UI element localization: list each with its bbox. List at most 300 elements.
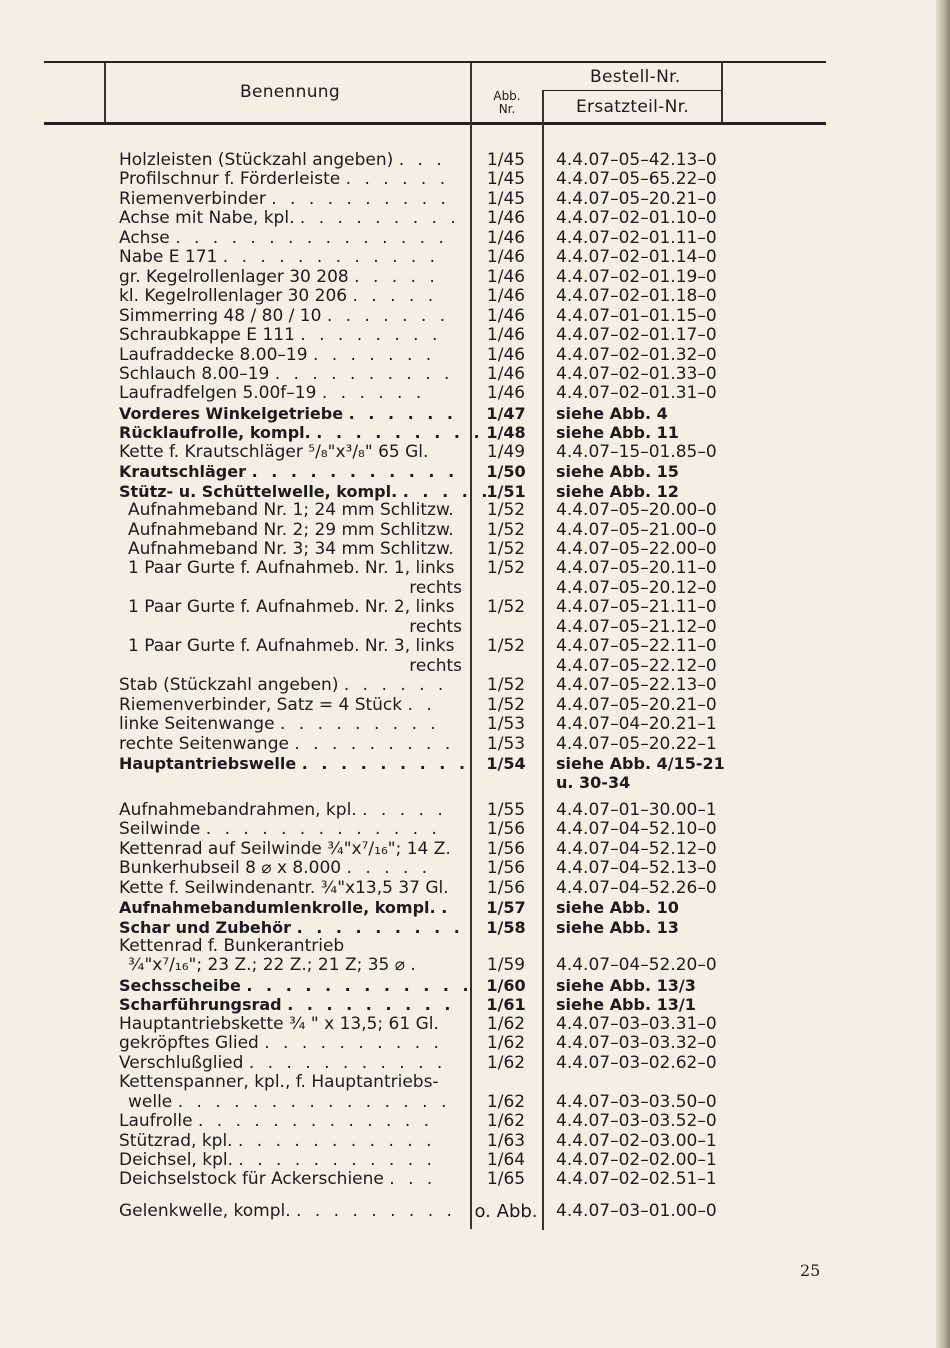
table-row bbox=[0, 326, 950, 346]
row-part-number: 4.4.07–04–52.20–0 bbox=[556, 955, 717, 976]
row-abb: 1/48 bbox=[486, 423, 526, 443]
row-part-number: 4.4.07–03–03.52–0 bbox=[556, 1111, 717, 1132]
row-name-text: Profilschnur f. Förderleiste bbox=[119, 169, 341, 190]
row-part-number: 4.4.07–02–01.14–0 bbox=[556, 247, 717, 268]
table-row bbox=[0, 918, 950, 938]
row-name bbox=[119, 481, 492, 502]
row-part-number: 4.4.07–04–52.10–0 bbox=[556, 819, 717, 840]
row-part-number: 4.4.07–05–20.21–0 bbox=[556, 694, 717, 715]
row-abb: 1/62 bbox=[486, 1033, 526, 1054]
row-abb: 1/46 bbox=[486, 325, 526, 346]
row-leader-dots: . . . . . bbox=[346, 858, 432, 879]
row-part-number: 4.4.07–05–65.22–0 bbox=[556, 169, 717, 190]
row-part-number: 4.4.07–03–02.62–0 bbox=[556, 1052, 717, 1073]
row-name bbox=[119, 898, 464, 918]
row-name bbox=[119, 268, 464, 288]
row-part-number: 4.4.07–05–20.21–0 bbox=[556, 188, 717, 209]
table-row bbox=[0, 735, 950, 755]
row-name bbox=[119, 462, 464, 482]
row-name-text: Kettenrad auf Seilwinde ¾"x⁷/₁₆"; 14 Z. bbox=[119, 838, 451, 859]
row-part-number: 4.4.07–01–30.00–1 bbox=[556, 799, 717, 820]
row-name-text: Riemenverbinder, Satz = 4 Stück bbox=[119, 694, 403, 715]
row-name-text: kl. Kegelrollenlager 30 206 bbox=[119, 286, 348, 307]
row-name bbox=[119, 995, 464, 1015]
header-bottom-rule bbox=[44, 122, 826, 125]
row-name bbox=[119, 384, 464, 404]
row-name-text: Simmerring 48 / 80 / 10 bbox=[119, 305, 322, 326]
row-abb: 1/62 bbox=[486, 1052, 526, 1073]
row-name-text: Kette f. Seilwindenantr. ¾"x13,5 37 Gl. bbox=[119, 877, 449, 898]
row-leader-dots: . . . . . . bbox=[321, 383, 426, 404]
row-part-number: 4.4.07–05–22.00–0 bbox=[556, 539, 717, 559]
row-abb: 1/52 bbox=[486, 597, 526, 618]
row-part-number: 4.4.07–04–52.26–0 bbox=[556, 877, 717, 898]
row-name bbox=[119, 715, 464, 735]
table-row bbox=[0, 637, 950, 657]
row-abb: 1/60 bbox=[486, 975, 526, 995]
table-row bbox=[0, 307, 950, 327]
row-name bbox=[119, 248, 464, 268]
row-part-number: 4.4.07–05–22.11–0 bbox=[556, 636, 717, 657]
row-name-text: Holzleisten (Stückzahl angeben) bbox=[119, 150, 394, 170]
row-name bbox=[128, 598, 473, 618]
table-row-last bbox=[0, 1202, 950, 1222]
row-name-text: 1 Paar Gurte f. Aufnahmeb. Nr. 2, links bbox=[128, 597, 455, 618]
row-name bbox=[119, 404, 464, 424]
row-abb: 1/50 bbox=[486, 462, 526, 482]
row-part-number: siehe Abb. 13/1 bbox=[556, 995, 696, 1015]
table-row bbox=[0, 1034, 950, 1054]
row-part-number: 4.4.07–05–20.11–0 bbox=[556, 558, 717, 579]
table-row bbox=[0, 1170, 950, 1190]
row-leader-dots: . . . . . . . . . . . . . bbox=[205, 819, 441, 840]
row-name-text: Bunkerhubseil 8 ⌀ x 8.000 bbox=[119, 858, 342, 879]
row-name bbox=[119, 1132, 464, 1152]
row-abb: 1/61 bbox=[486, 995, 526, 1015]
table-row bbox=[0, 773, 950, 793]
row-part-number: u. 30-34 bbox=[556, 773, 631, 793]
row-name-text: Gelenkwelle, kompl. bbox=[119, 1201, 291, 1221]
row-abb: 1/52 bbox=[486, 558, 526, 579]
row-abb: 1/46 bbox=[486, 363, 526, 384]
row-part-number: 4.4.07–02–02.00–1 bbox=[556, 1149, 717, 1170]
row-abb: 1/46 bbox=[486, 247, 526, 268]
row-abb: 1/46 bbox=[486, 227, 526, 248]
row-name bbox=[119, 170, 464, 190]
row-abb: 1/52 bbox=[486, 636, 526, 657]
table-row bbox=[0, 1132, 950, 1152]
row-name-text: Aufnahmeband Nr. 3; 34 mm Schlitzw. bbox=[128, 539, 454, 559]
row-name bbox=[119, 1015, 464, 1035]
row-leader-dots: . . . . . . bbox=[345, 169, 450, 190]
row-name bbox=[119, 1112, 464, 1132]
row-name-text: Scharführungsrad bbox=[119, 995, 282, 1015]
row-name bbox=[119, 443, 464, 463]
row-leader-dots: . . . . . bbox=[362, 799, 447, 820]
row-part-number: 4.4.07–02–01.10–0 bbox=[556, 208, 717, 229]
row-name bbox=[119, 326, 464, 346]
row-name-text: welle bbox=[128, 1091, 173, 1112]
row-name-text: rechts bbox=[409, 655, 462, 676]
row-abb: 1/62 bbox=[486, 1091, 526, 1112]
row-name bbox=[119, 820, 464, 840]
row-name bbox=[119, 753, 470, 774]
row-leader-dots: . . . . . bbox=[354, 266, 439, 287]
row-leader-dots: . . . . . . . . . . bbox=[271, 188, 450, 209]
header-bestell: Bestell-Nr. bbox=[590, 67, 681, 87]
row-name bbox=[119, 657, 462, 677]
table-row bbox=[0, 540, 950, 560]
row-abb: 1/56 bbox=[486, 838, 526, 859]
row-abb: 1/58 bbox=[486, 917, 526, 937]
row-name-text: Seilwinde bbox=[119, 819, 201, 840]
bestell-divider bbox=[543, 90, 721, 91]
row-name bbox=[119, 287, 464, 307]
row-abb: 1/56 bbox=[486, 877, 526, 898]
row-leader-dots: . . . . . . . . . bbox=[296, 917, 464, 937]
row-abb: 1/59 bbox=[486, 955, 526, 976]
row-leader-dots: . . . . . . . . . . . . . . . bbox=[177, 1091, 451, 1112]
top-rule bbox=[44, 61, 826, 63]
row-leader-dots: . . . . . . bbox=[348, 403, 457, 423]
row-name-text: Achse mit Nabe, kpl. bbox=[119, 208, 295, 229]
header-abb bbox=[480, 90, 534, 116]
header-abb-line2: Nr. bbox=[498, 102, 516, 116]
table-row bbox=[0, 579, 950, 599]
row-leader-dots: . . bbox=[407, 694, 436, 715]
row-name bbox=[128, 1093, 473, 1113]
row-leader-dots: . . . . . . . . . . . . bbox=[222, 247, 440, 268]
table-row bbox=[0, 937, 950, 957]
row-abb: 1/46 bbox=[486, 383, 526, 404]
row-name bbox=[119, 365, 464, 385]
row-leader-dots: . . . . . . . . . bbox=[299, 208, 460, 229]
header-benennung: Benennung bbox=[240, 82, 340, 102]
row-name-text: rechts bbox=[409, 577, 462, 598]
row-name bbox=[128, 559, 473, 579]
row-abb: 1/56 bbox=[486, 819, 526, 840]
row-name bbox=[119, 1151, 464, 1171]
table-row bbox=[0, 598, 950, 618]
table-row bbox=[0, 365, 950, 385]
row-abb: 1/62 bbox=[486, 1013, 526, 1034]
table-row bbox=[0, 462, 950, 482]
row-name bbox=[119, 1073, 464, 1093]
row-leader-dots: . . . . . . . . . . . bbox=[251, 462, 459, 482]
row-part-number: 4.4.07–02–03.00–1 bbox=[556, 1130, 717, 1151]
row-leader-dots: . bbox=[441, 898, 452, 918]
row-name bbox=[119, 937, 464, 957]
row-leader-dots: . . . . . . . . . bbox=[301, 753, 470, 773]
row-name bbox=[119, 1170, 464, 1190]
table-row bbox=[0, 248, 950, 268]
row-leader-dots: . bbox=[410, 955, 420, 976]
row-part-number: 4.4.07–04–52.13–0 bbox=[556, 858, 717, 879]
row-leader-dots: . . . . . . . . . bbox=[316, 423, 484, 443]
row-name bbox=[119, 229, 464, 249]
row-abb: 1/63 bbox=[486, 1130, 526, 1151]
row-name bbox=[119, 1034, 464, 1054]
row-part-number: 4.4.07–05–20.00–0 bbox=[556, 500, 717, 521]
row-part-number: 4.4.07–05–22.12–0 bbox=[556, 655, 717, 676]
row-leader-dots: . . . . . . . . . . bbox=[274, 363, 454, 384]
row-name bbox=[128, 540, 473, 560]
row-leader-dots: . . . . . . . . . . . bbox=[238, 1130, 436, 1151]
table-row bbox=[0, 840, 950, 860]
row-name-text: Laufradfelgen 5.00f–19 bbox=[119, 383, 317, 404]
table-row bbox=[0, 170, 950, 190]
row-leader-dots: . . . bbox=[398, 150, 446, 170]
table-row bbox=[0, 1151, 950, 1171]
row-part-number: 4.4.07–02–01.31–0 bbox=[556, 383, 717, 404]
row-name-text: Hauptantriebswelle bbox=[119, 753, 297, 773]
row-leader-dots: . . . . . . . . . . . . bbox=[246, 975, 473, 995]
row-name-text: 1 Paar Gurte f. Aufnahmeb. Nr. 1, links bbox=[128, 558, 455, 579]
row-abb: 1/54 bbox=[486, 753, 526, 773]
row-name-text: Schlauch 8.00–19 bbox=[119, 363, 270, 384]
table-row bbox=[0, 268, 950, 288]
row-part-number: siehe Abb. 13 bbox=[556, 917, 679, 937]
table-row bbox=[0, 898, 950, 918]
row-name-text: Deichselstock für Ackerschiene bbox=[119, 1169, 384, 1190]
row-name-text: gekröpftes Glied bbox=[119, 1033, 259, 1054]
row-part-number: siehe Abb. 4 bbox=[556, 403, 668, 423]
row-name-text: Schraubkappe E 111 bbox=[119, 325, 295, 346]
row-name-text: Aufnahmeband Nr. 2; 29 mm Schlitzw. bbox=[128, 519, 454, 540]
row-name bbox=[128, 637, 473, 657]
row-part-number: siehe Abb. 13/3 bbox=[556, 975, 696, 995]
row-abb: 1/52 bbox=[486, 694, 526, 715]
row-abb: o. Abb. bbox=[474, 1201, 538, 1222]
row-name-text: Sechsscheibe bbox=[119, 975, 241, 995]
row-name-text: Verschlußglied bbox=[119, 1052, 244, 1073]
table-row bbox=[0, 346, 950, 366]
row-leader-dots: . . . . . . . . . bbox=[296, 1201, 456, 1221]
row-name bbox=[119, 346, 464, 366]
header-ersatzteil: Ersatzteil-Nr. bbox=[576, 97, 690, 117]
row-name bbox=[128, 501, 473, 521]
row-name-text: Deichsel, kpl. bbox=[119, 1149, 234, 1170]
row-part-number: 4.4.07–05–21.12–0 bbox=[556, 616, 717, 637]
row-abb: 1/49 bbox=[486, 441, 526, 462]
row-abb: 1/62 bbox=[486, 1111, 526, 1132]
row-name-text: 1 Paar Gurte f. Aufnahmeb. Nr. 3, links bbox=[128, 636, 455, 657]
table-row bbox=[0, 1073, 950, 1093]
row-name-text: Vorderes Winkelgetriebe bbox=[119, 403, 344, 423]
row-abb: 1/53 bbox=[486, 714, 526, 735]
row-name-text: Aufnahmebandumlenkrolle, kompl. bbox=[119, 898, 436, 918]
row-name-text: Kettenrad f. Bunkerantrieb bbox=[119, 936, 345, 956]
row-name-text: Kette f. Krautschläger ⁵/₈"x³/₈" 65 Gl. bbox=[119, 441, 429, 462]
row-name bbox=[119, 735, 464, 755]
table-row bbox=[0, 151, 950, 171]
header-abb-line1: Abb. bbox=[493, 89, 521, 103]
row-name-text: Kettenspanner, kpl., f. Hauptantriebs- bbox=[119, 1072, 439, 1093]
row-name-text: rechte Seitenwange bbox=[119, 733, 289, 754]
table-row bbox=[0, 521, 950, 541]
table-row bbox=[0, 1015, 950, 1035]
table-row bbox=[0, 443, 950, 463]
table-row bbox=[0, 559, 950, 579]
row-abb: 1/47 bbox=[486, 403, 526, 423]
row-part-number: 4.4.07–05–42.13–0 bbox=[556, 150, 717, 170]
row-leader-dots: . . . . . . . . . bbox=[294, 733, 455, 754]
row-abb: 1/56 bbox=[486, 858, 526, 879]
table-row bbox=[0, 618, 950, 638]
row-part-number: siehe Abb. 12 bbox=[556, 481, 679, 501]
table-row bbox=[0, 820, 950, 840]
row-leader-dots: . . . . . . . bbox=[326, 305, 450, 326]
row-part-number: 4.4.07–01–01.15–0 bbox=[556, 305, 717, 326]
row-name-text: Laufraddecke 8.00–19 bbox=[119, 344, 308, 365]
row-part-number: 4.4.07–03–03.31–0 bbox=[556, 1013, 717, 1034]
table-row bbox=[0, 209, 950, 229]
row-name bbox=[119, 1202, 464, 1222]
column-line-right bbox=[721, 63, 723, 123]
table-row bbox=[0, 715, 950, 735]
row-abb: 1/45 bbox=[486, 150, 526, 170]
table-row bbox=[0, 1093, 950, 1113]
row-part-number: 4.4.07–02–01.19–0 bbox=[556, 266, 717, 287]
row-name-text: Laufrolle bbox=[119, 1111, 193, 1132]
row-part-number: siehe Abb. 15 bbox=[556, 462, 679, 482]
row-abb: 1/57 bbox=[486, 898, 526, 918]
row-name-text: Stab (Stückzahl angeben) bbox=[119, 675, 339, 696]
row-abb: 1/55 bbox=[486, 799, 526, 820]
row-part-number: 4.4.07–04–52.12–0 bbox=[556, 838, 717, 859]
row-abb: 1/52 bbox=[486, 675, 526, 696]
table-row bbox=[0, 190, 950, 210]
row-name bbox=[119, 975, 473, 996]
row-name bbox=[119, 801, 464, 821]
row-part-number: 4.4.07–02–02.51–1 bbox=[556, 1169, 717, 1190]
row-abb: 1/46 bbox=[486, 305, 526, 326]
row-part-number: 4.4.07–03–03.32–0 bbox=[556, 1033, 717, 1054]
row-part-number: 4.4.07–03–03.50–0 bbox=[556, 1091, 717, 1112]
row-name-text: Rücklaufrolle, kompl. bbox=[119, 423, 311, 443]
row-leader-dots: . . . . . . . . bbox=[300, 325, 442, 346]
row-abb: 1/52 bbox=[486, 500, 526, 521]
row-name bbox=[119, 840, 464, 860]
row-name bbox=[119, 918, 464, 938]
row-part-number: 4.4.07–04–20.21–1 bbox=[556, 714, 717, 735]
row-part-number: siehe Abb. 10 bbox=[556, 898, 679, 918]
row-abb: 1/46 bbox=[486, 208, 526, 229]
table-row bbox=[0, 501, 950, 521]
row-name-text: rechts bbox=[409, 616, 462, 637]
row-name-text: Krautschläger bbox=[119, 462, 246, 482]
row-name-text: Stützrad, kpl. bbox=[119, 1130, 233, 1151]
row-name bbox=[119, 696, 464, 716]
row-name-text: ¾"x⁷/₁₆"; 23 Z.; 22 Z.; 21 Z; 35 ⌀ bbox=[128, 955, 405, 976]
row-part-number: 4.4.07–02–01.11–0 bbox=[556, 227, 717, 248]
row-name bbox=[119, 190, 464, 210]
row-name bbox=[128, 521, 473, 541]
row-name-text: Nabe E 171 bbox=[119, 247, 218, 268]
row-abb: 1/65 bbox=[486, 1169, 526, 1190]
row-abb: 1/64 bbox=[486, 1149, 526, 1170]
row-name bbox=[119, 1054, 464, 1074]
row-part-number: siehe Abb. 11 bbox=[556, 423, 679, 443]
row-name-text: Hauptantriebskette ¾ " x 13,5; 61 Gl. bbox=[119, 1013, 439, 1034]
row-leader-dots: . . . . . bbox=[402, 481, 492, 501]
row-leader-dots: . . . . . . . . . bbox=[279, 714, 440, 735]
row-abb: 1/53 bbox=[486, 733, 526, 754]
row-part-number: 4.4.07–15–01.85–0 bbox=[556, 441, 717, 462]
row-name-text: linke Seitenwange bbox=[119, 714, 275, 735]
table-row bbox=[0, 696, 950, 716]
row-part-number: 4.4.07–02–01.18–0 bbox=[556, 286, 717, 307]
table-row bbox=[0, 801, 950, 821]
table-row bbox=[0, 976, 950, 996]
row-leader-dots: . . . bbox=[389, 1169, 437, 1190]
row-name-text: Schar und Zubehör bbox=[119, 917, 292, 937]
row-abb: 1/51 bbox=[486, 481, 526, 501]
row-abb: 1/46 bbox=[486, 344, 526, 365]
table-row bbox=[0, 879, 950, 899]
table-row bbox=[0, 956, 950, 976]
row-part-number: 4.4.07–02–01.17–0 bbox=[556, 325, 717, 346]
row-name bbox=[119, 879, 464, 899]
row-part-number: 4.4.07–03–01.00–0 bbox=[556, 1201, 717, 1221]
row-abb: 1/45 bbox=[486, 169, 526, 190]
table-row bbox=[0, 754, 950, 774]
row-name bbox=[128, 956, 473, 976]
row-name bbox=[119, 618, 462, 638]
row-name-text: Achse bbox=[119, 227, 170, 248]
table-row bbox=[0, 482, 950, 502]
table-row bbox=[0, 859, 950, 879]
row-part-number: 4.4.07–05–21.00–0 bbox=[556, 519, 717, 540]
table-row bbox=[0, 657, 950, 677]
row-leader-dots: . . . . . . . . . bbox=[287, 995, 455, 1015]
row-part-number: 4.4.07–05–21.11–0 bbox=[556, 597, 717, 618]
row-abb: 1/52 bbox=[486, 519, 526, 540]
page-number: 25 bbox=[800, 1261, 821, 1280]
row-name bbox=[119, 423, 484, 443]
row-name bbox=[119, 307, 464, 327]
row-abb: 1/46 bbox=[486, 286, 526, 307]
row-abb: 1/46 bbox=[486, 266, 526, 287]
table-row bbox=[0, 1112, 950, 1132]
table-row bbox=[0, 423, 950, 443]
row-name bbox=[119, 151, 464, 171]
row-part-number: 4.4.07–05–20.12–0 bbox=[556, 577, 717, 598]
row-leader-dots: . . . . . . . . . . . bbox=[248, 1052, 447, 1073]
row-abb: 1/52 bbox=[486, 539, 526, 559]
row-name bbox=[119, 676, 464, 696]
row-name bbox=[119, 209, 464, 229]
row-part-number: 4.4.07–05–22.13–0 bbox=[556, 675, 717, 696]
row-part-number: siehe Abb. 4/15-21 bbox=[556, 753, 725, 773]
row-leader-dots: . . . . . . bbox=[343, 675, 448, 696]
row-name-text: Aufnahmeband Nr. 1; 24 mm Schlitzw. bbox=[128, 500, 454, 521]
table-row bbox=[0, 1054, 950, 1074]
row-leader-dots: . . . . . bbox=[352, 286, 438, 307]
row-name bbox=[119, 579, 462, 599]
row-leader-dots: . . . . . . . bbox=[312, 344, 436, 365]
row-part-number: 4.4.07–02–01.32–0 bbox=[556, 344, 717, 365]
row-name bbox=[119, 859, 464, 879]
table-row bbox=[0, 995, 950, 1015]
row-part-number: 4.4.07–05–20.22–1 bbox=[556, 733, 717, 754]
row-leader-dots: . . . . . . . . . . bbox=[264, 1033, 443, 1054]
row-leader-dots: . . . . . . . . . . . . . bbox=[197, 1111, 434, 1132]
row-part-number: 4.4.07–02–01.33–0 bbox=[556, 363, 717, 384]
table-row bbox=[0, 287, 950, 307]
table-row bbox=[0, 404, 950, 424]
row-name-text: Riemenverbinder bbox=[119, 188, 266, 209]
